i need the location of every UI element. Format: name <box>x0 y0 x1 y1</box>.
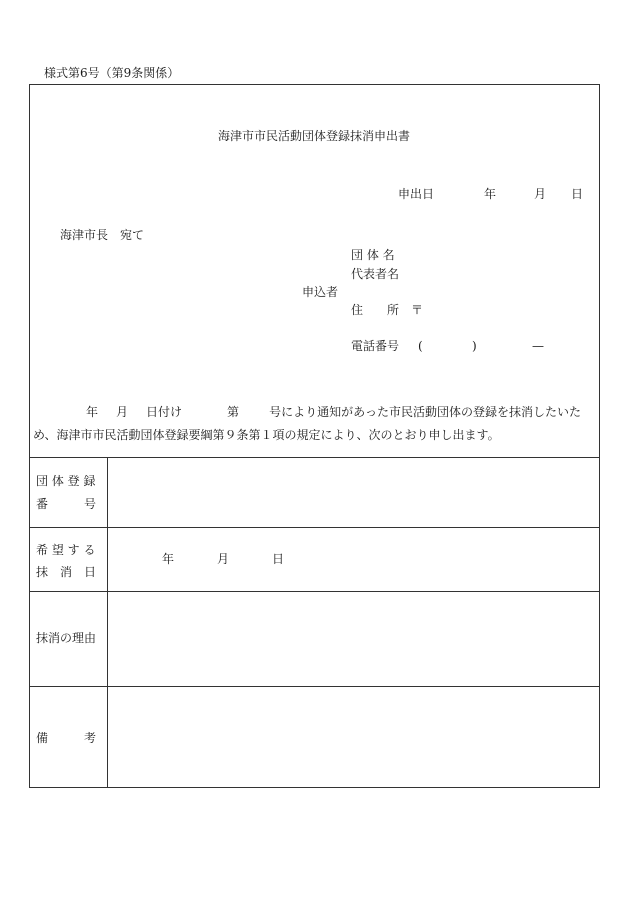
filing-date-label: 申出日 <box>398 187 435 201</box>
statement-number-prefix: 第 <box>227 405 240 419</box>
registration-number-label-b: 番 号 <box>36 497 97 511</box>
phone-label: 電話番号 <box>351 339 400 353</box>
filing-date-day: 日 <box>571 187 584 201</box>
filing-date-year: 年 <box>484 187 497 201</box>
table-top-border <box>29 457 600 458</box>
statement-line2: め、海津市市民活動団体登録要綱第９条第１項の規定により、次のとおり申し出ます。 <box>33 428 500 442</box>
table-row-divider <box>29 527 600 528</box>
table-row-divider <box>29 591 600 592</box>
phone-close-paren: ) <box>472 339 477 353</box>
group-name-label: 団 体 名 <box>351 248 395 262</box>
form-number-label: 様式第6号（第9条関係） <box>44 66 180 80</box>
representative-label: 代表者名 <box>351 267 400 281</box>
table-column-divider <box>107 457 108 788</box>
phone-dash: — <box>532 339 544 353</box>
desired-date-month: 月 <box>217 552 230 566</box>
registration-number-label-a: 団 体 登 録 <box>36 474 96 488</box>
desired-date-label-a: 希 望 す る <box>36 543 96 557</box>
cancellation-reason-label: 抹消の理由 <box>36 631 97 645</box>
addressee: 海津市長 宛て <box>60 228 145 242</box>
desired-date-day: 日 <box>272 552 285 566</box>
statement-month: 月 <box>116 405 129 419</box>
applicant-label: 申込者 <box>302 285 339 299</box>
form-title: 海津市市民活動団体登録抹消申出書 <box>218 129 411 143</box>
statement-dated: 日付け <box>146 405 183 419</box>
phone-open-paren: ( <box>418 339 423 353</box>
postal-mark: 〒 <box>411 303 424 317</box>
statement-line1: 号により通知があった市民活動団体の登録を抹消したいた <box>269 405 581 419</box>
desired-date-label-b: 抹 消 日 <box>36 565 97 579</box>
request-statement <box>33 401 599 447</box>
address-label: 住 所 <box>351 303 400 317</box>
statement-year: 年 <box>86 405 99 419</box>
remarks-label: 備 考 <box>36 731 97 745</box>
filing-date-month: 月 <box>534 187 547 201</box>
table-row-divider <box>29 686 600 687</box>
desired-date-year: 年 <box>162 552 175 566</box>
